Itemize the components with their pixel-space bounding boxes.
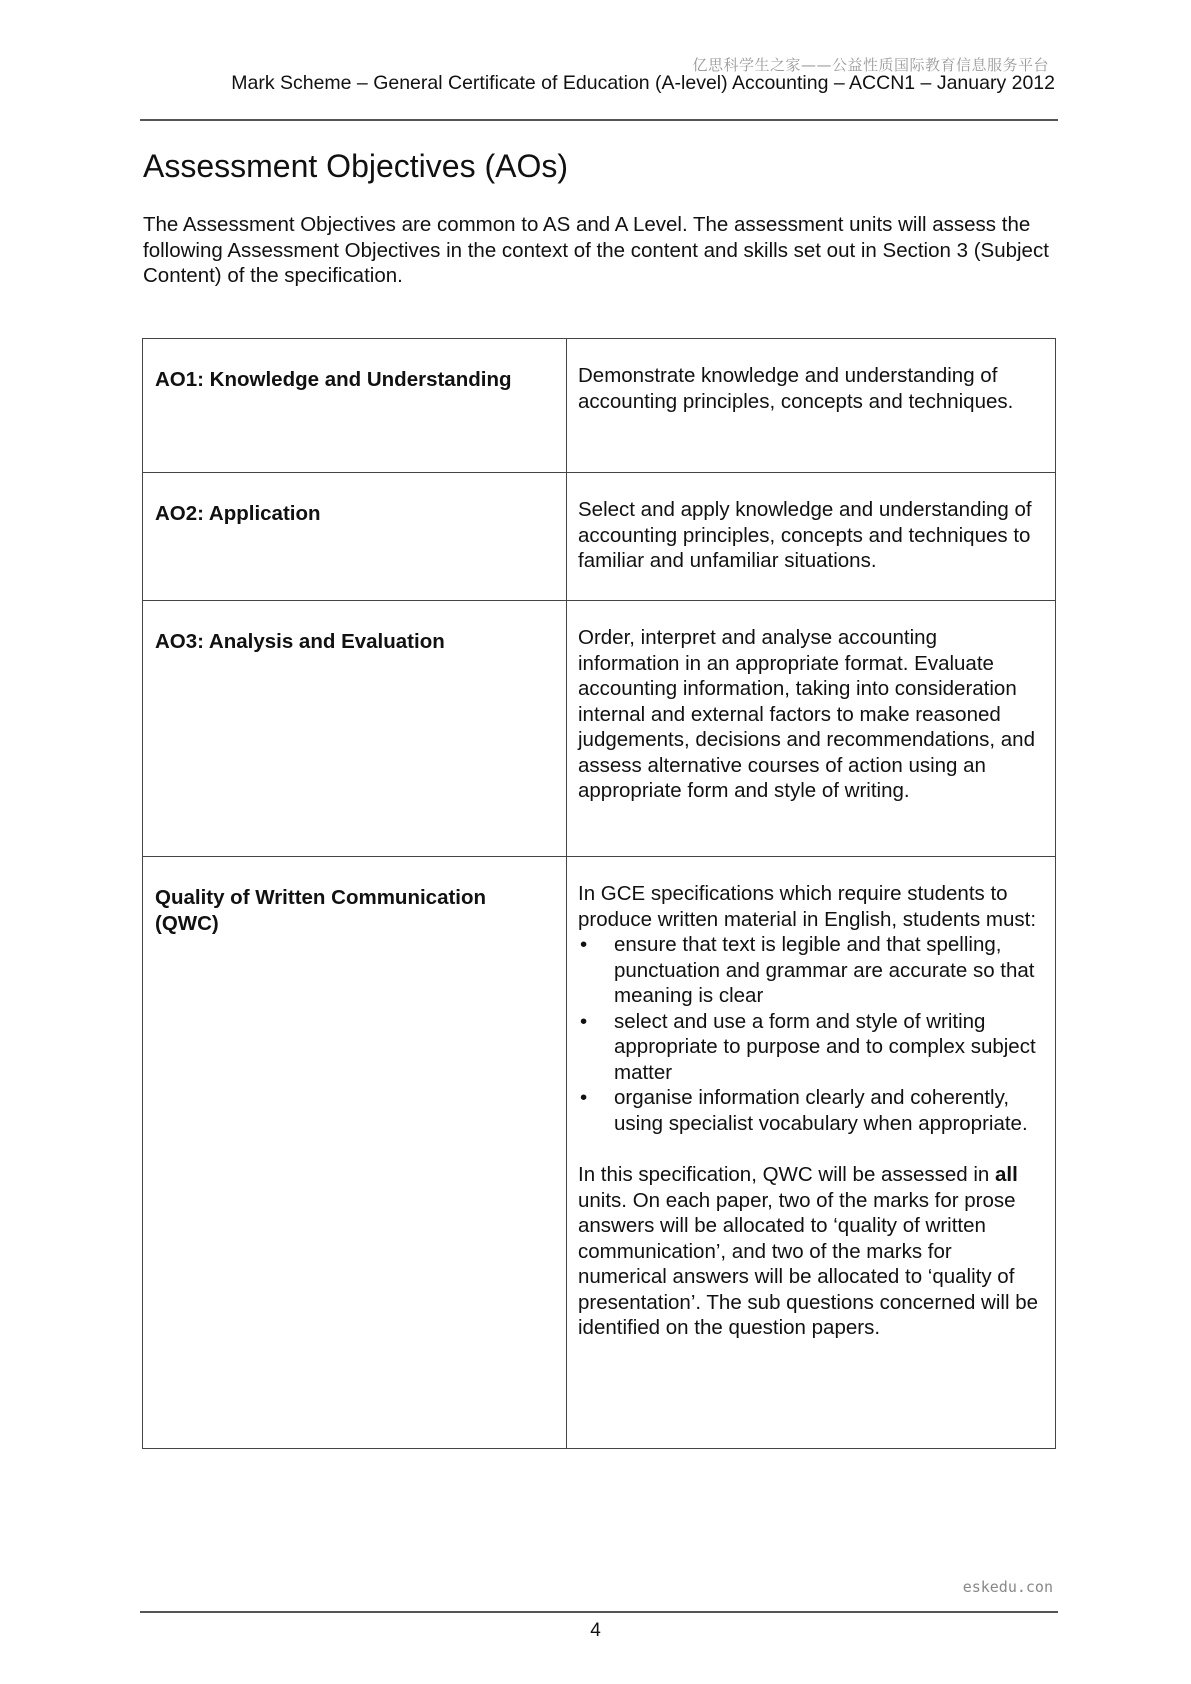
- objective-description: Order, interpret and analyse accounting information in an appropriate format. Evaluate accounting information, taking into consideration internal and external factors to make reasoned judgements, decisions and recommendations, and assess alternative courses of action using an appropriate form and style of writing.: [567, 601, 1056, 857]
- objective-description: Demonstrate knowledge and understanding of accounting principles, concepts and techniques.: [567, 339, 1056, 473]
- footer-watermark: eskedu.con: [962, 1578, 1053, 1596]
- objective-description: Select and apply knowledge and understanding of accounting principles, concepts and techniques to familiar and unfamiliar situations.: [567, 473, 1056, 601]
- objective-name: Quality of Written Communication (QWC): [143, 857, 567, 1449]
- objective-name: AO2: Application: [143, 473, 567, 601]
- closing-bold-word: all: [995, 1163, 1018, 1186]
- header-watermark: 亿思科学生之家——公益性质国际教育信息服务平台: [692, 56, 1049, 74]
- objective-name: AO1: Knowledge and Understanding: [143, 339, 567, 473]
- bullet-icon: •: [580, 1086, 588, 1109]
- objective-name: AO3: Analysis and Evaluation: [143, 601, 567, 857]
- header-divider: [140, 119, 1058, 121]
- table-row: [143, 857, 1056, 1449]
- table-row: [143, 473, 1056, 601]
- intro-paragraph: The Assessment Objectives are common to AS and A Level. The assessment units will assess the following Assessment Objectives in the context of the content and skills set out in Section 3 (Subject Content) of the specification.: [143, 213, 1049, 287]
- closing-text-end: units. On each paper, two of the marks for prose answers will be allocated to ‘quality of written communication’, and two of the marks for numerical answers will be allocated to ‘quality of presentation’. The sub questions concerned will be identified on the question papers.: [578, 1188, 1039, 1339]
- closing-text-start: In this specification, QWC will be assessed in: [578, 1163, 995, 1186]
- qwc-closing-paragraph: [578, 1162, 1043, 1341]
- list-item-text: select and use a form and style of writing appropriate to purpose and to complex subject matter: [614, 1009, 1036, 1084]
- list-item-text: ensure that text is legible and that spelling, punctuation and grammar are accurate so that meaning is clear: [614, 933, 1035, 1007]
- qwc-intro: In GCE specifications which require students to produce written material in English, students must:: [578, 882, 1037, 931]
- table-row: [143, 339, 1056, 473]
- list-item: [578, 1085, 1043, 1136]
- table-row: [143, 601, 1056, 857]
- paragraph-spacer: [578, 1136, 1043, 1162]
- list-item: [578, 932, 1043, 1009]
- qwc-bullet-list: [578, 932, 1043, 1136]
- footer-divider: [140, 1611, 1058, 1613]
- page-number: 4: [590, 1620, 601, 1641]
- list-item: [578, 1009, 1043, 1086]
- assessment-objectives-table: [142, 338, 1056, 1449]
- objective-description: [567, 857, 1056, 1449]
- document-header: Mark Scheme – General Certificate of Education (A-level) Accounting – ACCN1 – January 2012: [231, 72, 1055, 94]
- bullet-icon: •: [580, 1009, 588, 1033]
- page-title: Assessment Objectives (AOs): [143, 148, 568, 184]
- list-item-text: organise information clearly and coherently, using specialist vocabulary when appropriate.: [614, 1086, 1028, 1135]
- bullet-icon: •: [580, 933, 588, 956]
